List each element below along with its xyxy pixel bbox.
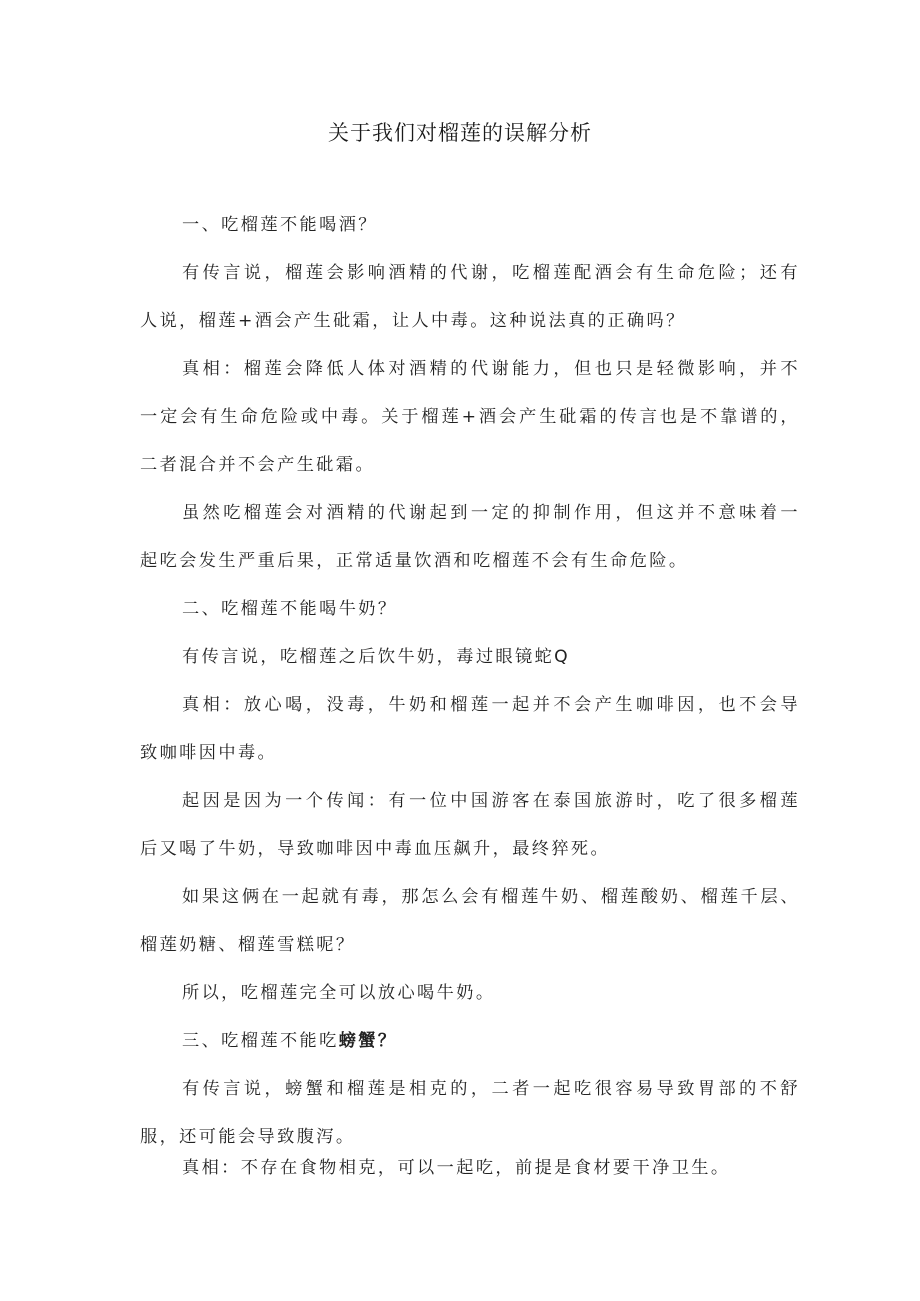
- paragraph-line: 有传言说，螃蟹和榴莲是相克的，二者一起吃很容易导致胃部的不舒: [182, 1079, 800, 1099]
- paragraph-line: 后又喝了牛奶，导致咖啡因中毒血压飙升，最终猝死。: [140, 839, 611, 859]
- paragraph-line: 虽然吃榴莲会对酒精的代谢起到一定的抑制作用，但这并不意味着一: [182, 503, 800, 523]
- paragraph-line: 真相：榴莲会降低人体对酒精的代谢能力，但也只是轻微影响，并不: [182, 359, 800, 379]
- section-heading-2: 二、吃榴莲不能喝牛奶？: [182, 599, 398, 619]
- paragraph-line: 真相：不存在食物相克，可以一起吃，前提是食材要干净卫生。: [182, 1158, 731, 1178]
- section-heading-3-bold: 螃蟹？: [338, 1031, 398, 1051]
- paragraph-line: 起因是因为一个传闻：有一位中国游客在泰国旅游时，吃了很多榴莲: [182, 791, 800, 811]
- paragraph-line: 起吃会发生严重后果，正常适量饮酒和吃榴莲不会有生命危险。: [140, 551, 689, 571]
- paragraph-line: 服，还可能会导致腹泻。: [140, 1127, 356, 1147]
- paragraph-line: 人说，榴莲+酒会产生砒霜，让人中毒。这种说法真的正确吗？: [140, 311, 686, 331]
- paragraph-line: 真相：放心喝，没毒，牛奶和榴莲一起并不会产生咖啡因，也不会导: [182, 695, 800, 715]
- paragraph-line: 所以，吃榴莲完全可以放心喝牛奶。: [182, 983, 496, 1003]
- paragraph-line: 一定会有生命危险或中毒。关于榴莲+酒会产生砒霜的传言也是不靠谱的，: [140, 407, 800, 427]
- paragraph-line: 致咖啡因中毒。: [140, 743, 278, 763]
- section-heading-1: 一、吃榴莲不能喝酒？: [182, 215, 378, 235]
- document-title: 关于我们对榴莲的误解分析: [328, 121, 592, 145]
- paragraph-line: 二者混合并不会产生砒霜。: [140, 455, 376, 475]
- section-heading-3-prefix: 三、吃榴莲不能吃: [182, 1031, 339, 1051]
- paragraph-line: 榴莲奶糖、榴莲雪糕呢？: [140, 935, 356, 955]
- paragraph-line: 有传言说，吃榴莲之后饮牛奶，毒过眼镜蛇Q: [182, 647, 571, 667]
- paragraph-line: 如果这俩在一起就有毒，那怎么会有榴莲牛奶、榴莲酸奶、榴莲千层、: [182, 887, 800, 907]
- paragraph-line: 有传言说，榴莲会影响酒精的代谢，吃榴莲配酒会有生命危险；还有: [182, 263, 800, 283]
- section-heading-3: [182, 1028, 800, 1054]
